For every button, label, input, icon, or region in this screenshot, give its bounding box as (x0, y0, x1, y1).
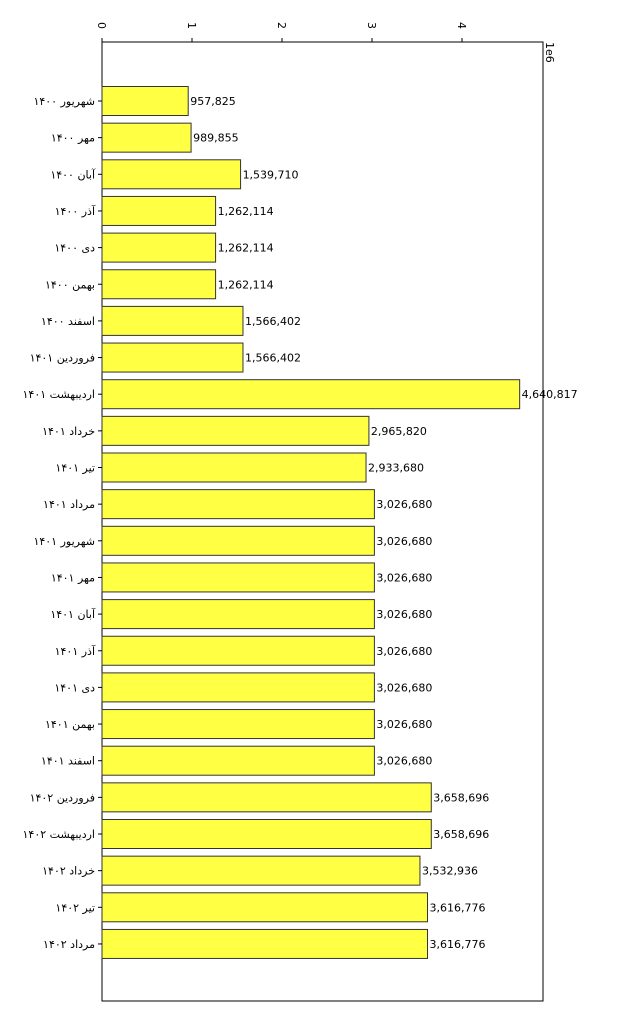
bar (102, 673, 374, 702)
x-axis (95, 22, 468, 42)
bar (102, 306, 243, 335)
value-label: 1,539,710 (242, 168, 299, 182)
value-label: 1,566,402 (244, 351, 301, 365)
bar (102, 929, 428, 958)
category-label: اردیبهشت ۱۴۰۱ (22, 388, 95, 402)
bar (102, 600, 374, 629)
bar (102, 490, 374, 519)
x-tick-label: 0 (95, 22, 108, 29)
category-label: فروردین ۱۴۰۲ (29, 791, 95, 805)
category-label: خرداد ۱۴۰۱ (42, 424, 95, 438)
value-label: 1,262,114 (217, 278, 274, 292)
value-label: 2,965,820 (370, 424, 427, 438)
axis-exponent-label: 1e6 (543, 42, 556, 63)
bar (102, 233, 216, 262)
value-label: 1,262,114 (217, 204, 274, 218)
category-label: شهریور ۱۴۰۰ (33, 95, 95, 108)
bar (102, 820, 431, 849)
bar (102, 343, 243, 372)
value-label: 3,026,680 (376, 534, 433, 548)
bar (102, 416, 369, 445)
category-label: خرداد ۱۴۰۲ (42, 864, 95, 878)
bar (102, 380, 520, 409)
x-tick-label: 4 (455, 22, 468, 29)
value-label: 3,616,776 (429, 901, 486, 915)
bar (102, 196, 216, 225)
value-label: 4,640,817 (521, 388, 578, 402)
x-tick-label: 2 (275, 22, 288, 29)
category-label: آبان ۱۴۰۰ (50, 168, 95, 182)
value-label: 1,566,402 (244, 314, 301, 328)
bar (102, 563, 374, 592)
bar (102, 636, 374, 665)
category-label: آذر ۱۴۰۰ (54, 204, 95, 218)
category-label: آذر ۱۴۰۱ (54, 644, 95, 658)
category-label: مرداد ۱۴۰۲ (43, 937, 95, 951)
value-label: 3,026,680 (376, 644, 433, 658)
value-label: 3,026,680 (376, 754, 433, 768)
value-label: 3,026,680 (376, 608, 433, 622)
category-label: فروردین ۱۴۰۱ (29, 351, 95, 365)
bar (102, 453, 366, 482)
x-tick-label: 3 (365, 22, 378, 29)
value-label: 2,933,680 (368, 461, 425, 475)
value-label: 989,855 (193, 131, 239, 145)
value-label: 1,262,114 (217, 241, 274, 255)
bar (102, 710, 374, 739)
bar (102, 526, 374, 555)
category-label: اردیبهشت ۱۴۰۲ (22, 828, 95, 841)
bar (102, 856, 420, 885)
category-label: اسفند ۱۴۰۱ (40, 754, 95, 768)
category-label: تیر ۱۴۰۲ (55, 901, 95, 915)
value-label: 3,658,696 (433, 828, 490, 841)
category-label: تیر ۱۴۰۱ (55, 461, 95, 475)
bar (102, 87, 188, 116)
bar (102, 746, 374, 775)
value-label: 3,026,680 (376, 498, 433, 512)
category-label: مهر ۱۴۰۰ (50, 131, 95, 145)
category-label: دی ۱۴۰۱ (54, 681, 95, 695)
category-labels (23, 95, 102, 951)
value-label: 3,026,680 (376, 681, 433, 695)
value-label: 3,616,776 (429, 937, 486, 951)
category-label: شهریور ۱۴۰۱ (33, 534, 95, 548)
value-label: 957,825 (190, 95, 236, 108)
value-label: 3,532,936 (421, 864, 478, 878)
bar (102, 160, 241, 189)
category-label: اسفند ۱۴۰۰ (40, 314, 95, 328)
bar (102, 123, 191, 152)
bar (102, 270, 216, 299)
value-label: 3,026,680 (376, 571, 433, 585)
x-tick-label: 1 (185, 22, 198, 29)
value-label: 3,026,680 (376, 718, 433, 732)
bar (102, 783, 431, 812)
value-label: 3,658,696 (433, 791, 490, 805)
category-label: آبان ۱۴۰۱ (50, 608, 95, 622)
category-label: مهر ۱۴۰۱ (50, 571, 95, 585)
category-label: بهمن ۱۴۰۰ (44, 278, 95, 292)
category-label: بهمن ۱۴۰۱ (44, 718, 95, 732)
category-label: دی ۱۴۰۰ (54, 241, 95, 255)
category-label: مرداد ۱۴۰۱ (43, 498, 95, 512)
bar (102, 893, 428, 922)
